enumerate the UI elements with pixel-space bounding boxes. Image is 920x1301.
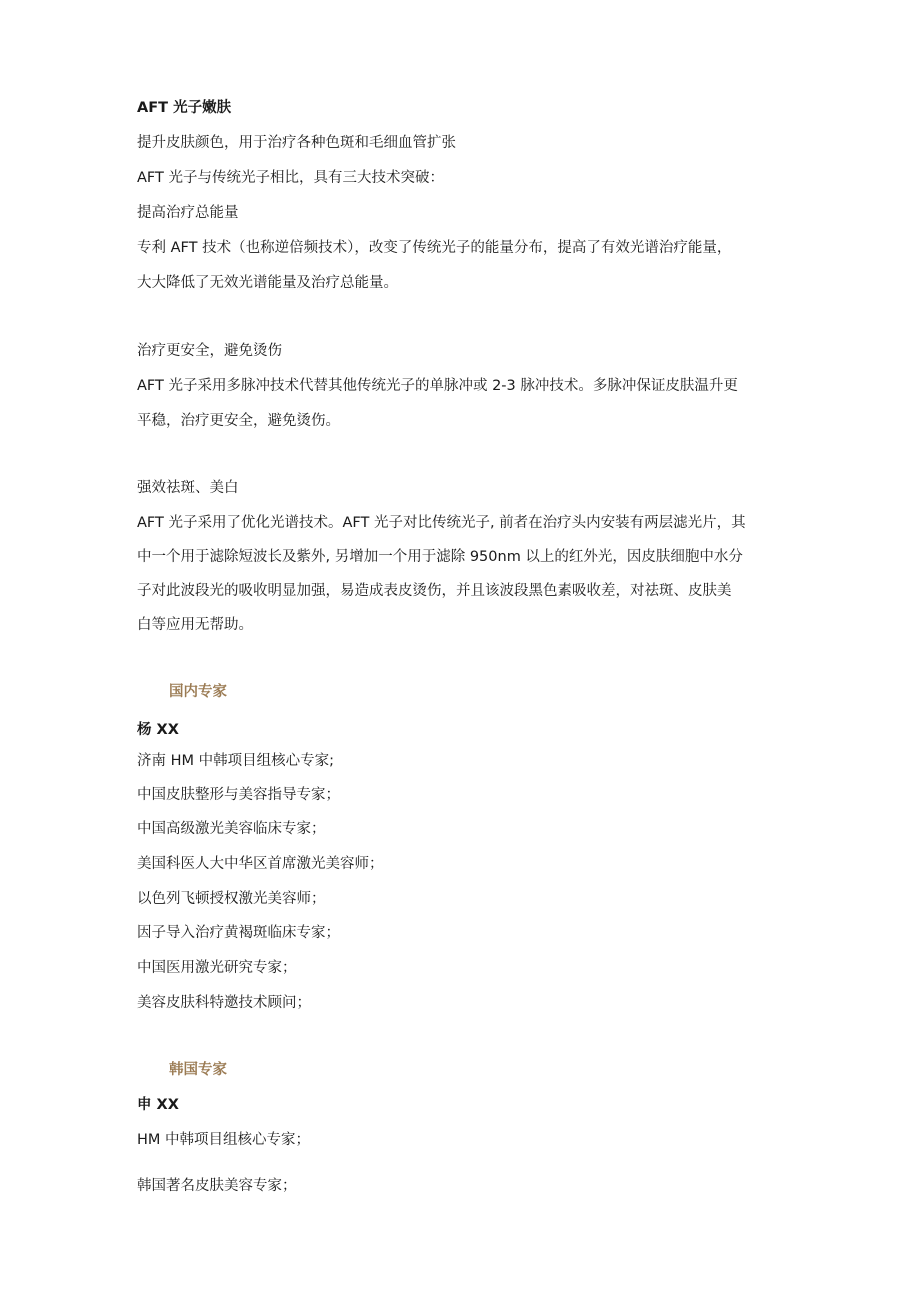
article-title: AFT 光子嫩肤 xyxy=(137,100,232,116)
breakthrough-body-line: 大大降低了无效光谱能量及治疗总能量。 xyxy=(137,275,398,291)
korean-expert-name: 申 XX xyxy=(137,1097,179,1113)
credential-item: 美容皮肤科特邀技术顾问； xyxy=(137,995,311,1011)
article-lead: AFT 光子与传统光子相比，具有三大技术突破： xyxy=(137,170,444,186)
breakthrough-body-line: 白等应用无帮助。 xyxy=(137,617,253,633)
domestic-expert-name: 杨 XX xyxy=(137,722,179,738)
breakthrough-heading: 提高治疗总能量 xyxy=(137,205,239,221)
breakthrough-body-line: AFT 光子采用多脉冲技术代替其他传统光子的单脉冲或 2-3 脉冲技术。多脉冲保证皮肤温升更 xyxy=(137,378,738,394)
breakthrough-body-line: 子对此波段光的吸收明显加强，易造成表皮烫伤，并且该波段黑色素吸收差，对祛斑、皮肤美 xyxy=(137,583,732,599)
credential-item: 济南 HM 中韩项目组核心专家; xyxy=(137,753,335,769)
credential-item: HM 中韩项目组核心专家； xyxy=(137,1132,311,1148)
breakthrough-body-line: 平稳，治疗更安全，避免烫伤。 xyxy=(137,413,340,429)
credential-item: 中国皮肤整形与美容指导专家； xyxy=(137,787,340,803)
breakthrough-body-line: 中一个用于滤除短波长及紫外, 另增加一个用于滤除 950nm 以上的红外光，因皮肤细胞中水分 xyxy=(137,549,743,565)
credential-item: 因子导入治疗黄褐斑临床专家； xyxy=(137,925,340,941)
credential-item: 美国科医人大中华区首席激光美容师； xyxy=(137,856,384,872)
credential-item: 以色列飞顿授权激光美容师； xyxy=(137,891,326,907)
breakthrough-heading: 治疗更安全，避免烫伤 xyxy=(137,343,282,359)
breakthrough-body-line: 专利 AFT 技术（也称逆倍频技术），改变了传统光子的能量分布，提高了有效光谱治疗能量， xyxy=(137,240,732,256)
korean-experts-heading: 韩国专家 xyxy=(169,1062,227,1078)
breakthrough-heading: 强效祛斑、美白 xyxy=(137,480,239,496)
credential-item: 韩国著名皮肤美容专家； xyxy=(137,1178,297,1194)
credential-item: 中国医用激光研究专家； xyxy=(137,960,297,976)
credential-item: 中国高级激光美容临床专家； xyxy=(137,821,326,837)
domestic-experts-heading: 国内专家 xyxy=(169,684,227,700)
article-subtitle: 提升皮肤颜色，用于治疗各种色斑和毛细血管扩张 xyxy=(137,135,456,151)
breakthrough-body-line: AFT 光子采用了优化光谱技术。AFT 光子对比传统光子, 前者在治疗头内安装有两层滤光片，其 xyxy=(137,515,746,531)
